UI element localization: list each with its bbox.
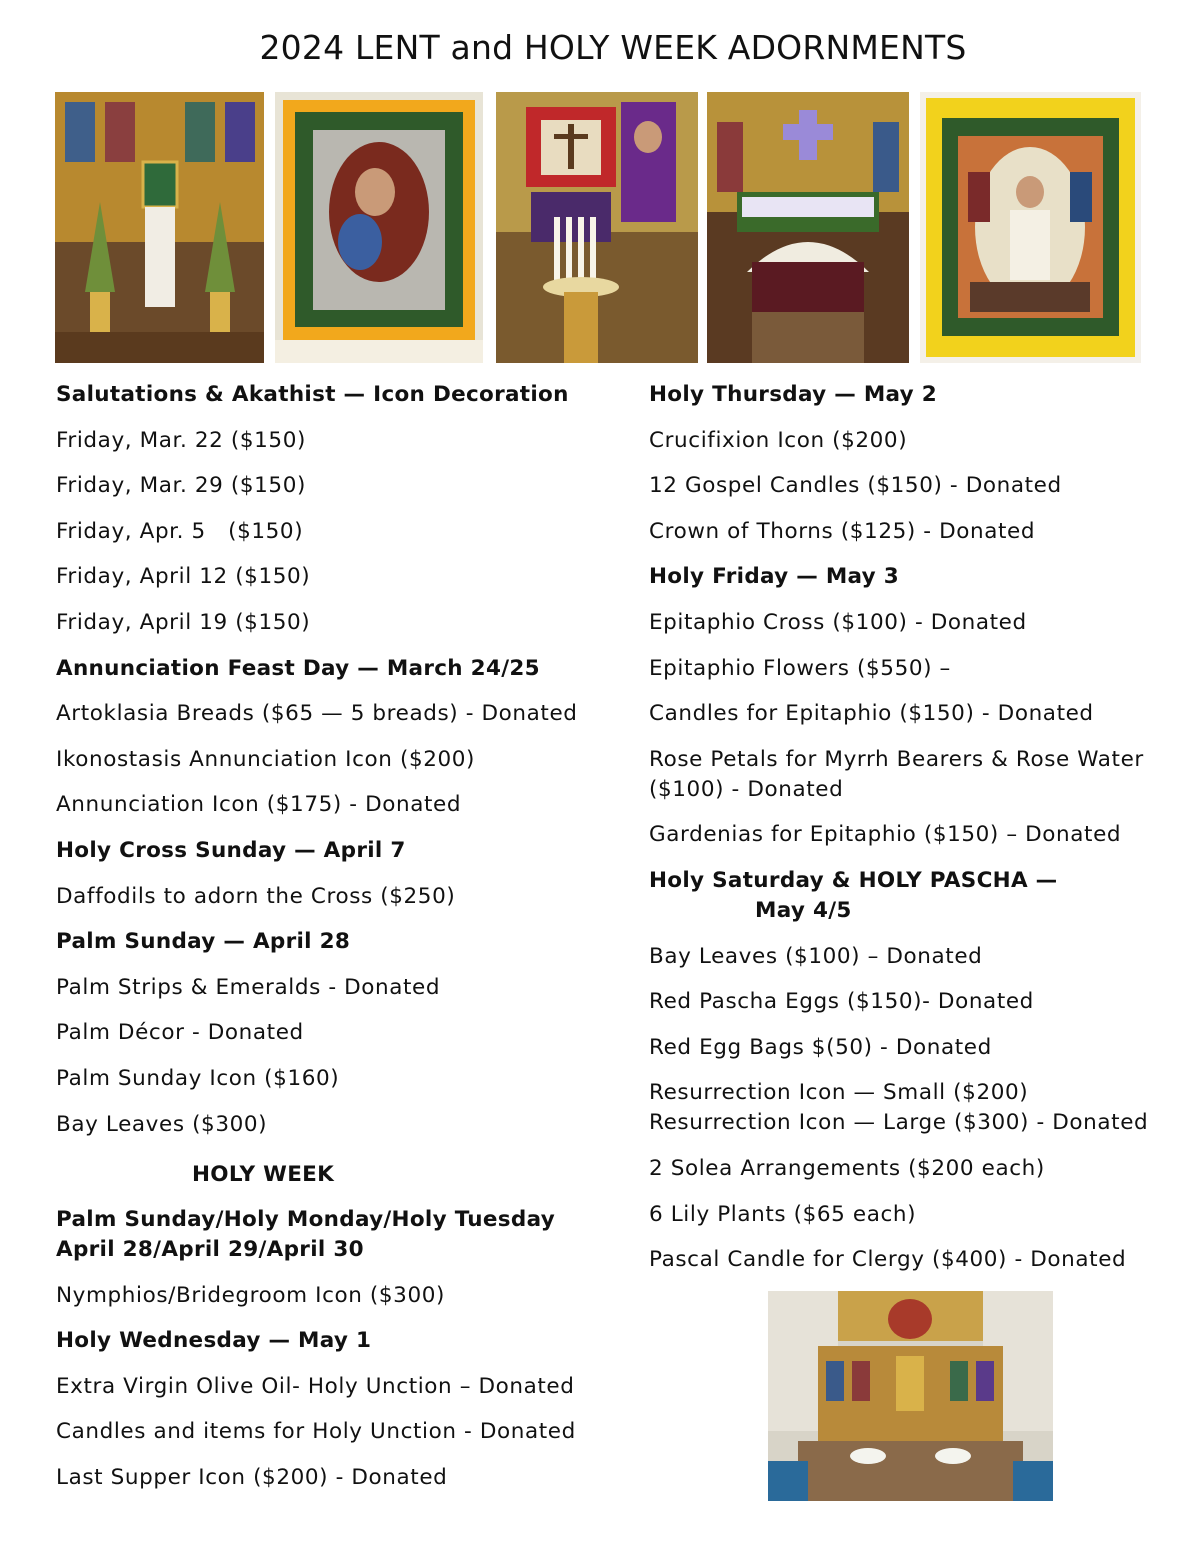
list-item: 6 Lily Plants ($65 each) [649,1201,917,1227]
list-item: Palm Strips & Emeralds - Donated [56,974,441,1000]
holy-wednesday-heading: Holy Wednesday — May 1 [56,1328,372,1354]
church-interior-photo [768,1291,1053,1501]
holy-saturday-date: May 4/5 [755,897,852,923]
list-item: Friday, Mar. 22 ($150) [56,427,306,453]
list-item: Artoklasia Breads ($65 — 5 breads) - Donated [56,701,578,727]
list-item: Annunciation Icon ($175) - Donated [56,792,462,818]
list-item: Ikonostasis Annunciation Icon ($200) [56,746,476,772]
holy-saturday-heading-line1: Holy Saturday & HOLY PASCHA — [649,867,1058,893]
list-item: Red Egg Bags $(50) - Donated [649,1034,992,1060]
list-item: Last Supper Icon ($200) - Donated [56,1465,448,1491]
list-item: Bay Leaves ($300) [56,1111,268,1137]
crucifixion-icon-photo [496,92,698,363]
holy-week-heading: HOLY WEEK [192,1161,335,1187]
iconostasis-photo [55,92,264,363]
early-week-heading-line1: Palm Sunday/Holy Monday/Holy Tuesday [56,1207,556,1233]
list-item: Red Pascha Eggs ($150)- Donated [649,989,1034,1015]
list-item: Candles and items for Holy Unction - Donated [56,1419,576,1445]
list-item: Palm Sunday Icon ($160) [56,1065,340,1091]
holy-saturday-heading-line2 [649,896,1179,926]
list-item: Palm Décor - Donated [56,1020,304,1046]
holy-thursday-heading: Holy Thursday — May 2 [649,382,938,407]
list-item: Friday, Mar. 29 ($150) [56,473,306,499]
holy-cross-heading: Holy Cross Sunday — April 7 [56,837,406,863]
list-item: Resurrection Icon — Small ($200) [649,1080,1029,1106]
early-week-heading-line2: April 28/April 29/April 30 [56,1237,364,1263]
list-item: Bay Leaves ($100) – Donated [649,943,983,969]
theotokos-icon-photo [275,92,483,363]
palm-sunday-heading: Palm Sunday — April 28 [56,929,351,955]
list-item: Pascal Candle for Clergy ($400) - Donated [649,1247,1127,1273]
list-item: Resurrection Icon — Large ($300) - Donated [649,1110,1149,1136]
left-column [56,380,616,1509]
list-item: Epitaphio Flowers ($550) – [649,655,951,681]
list-item: Candles for Epitaphio ($150) - Donated [649,701,1094,727]
list-item: Friday, April 12 ($150) [56,564,311,590]
list-item: Friday, April 19 ($150) [56,609,311,635]
list-item: Gardenias for Epitaphio ($150) – Donated [649,822,1122,848]
list-item: Extra Virgin Olive Oil- Holy Unction – Donated [56,1373,575,1399]
annunciation-heading: Annunciation Feast Day — March 24/25 [56,655,540,681]
list-item: Crucifixion Icon ($200) [649,427,908,453]
salutations-heading: Salutations & Akathist — Icon Decoration [56,382,569,407]
list-item: ($100) - Donated [649,776,844,802]
epitaphio-photo [707,92,909,363]
list-item: Nymphios/Bridegroom Icon ($300) [56,1282,446,1308]
page-title: 2024 LENT and HOLY WEEK ADORNMENTS [259,28,967,67]
list-item: Friday, Apr. 5 ($150) [56,518,304,544]
list-item: Crown of Thorns ($125) - Donated [649,518,1036,544]
holy-friday-heading: Holy Friday — May 3 [649,564,900,590]
list-item: Epitaphio Cross ($100) - Donated [649,609,1027,635]
right-column [649,380,1179,1291]
list-item: 12 Gospel Candles ($150) - Donated [649,473,1062,499]
list-item: 2 Solea Arrangements ($200 each) [649,1155,1045,1181]
resurrection-icon-photo [920,92,1141,363]
list-item: Rose Petals for Myrrh Bearers & Rose Water [649,746,1144,772]
list-item: Daffodils to adorn the Cross ($250) [56,883,456,909]
